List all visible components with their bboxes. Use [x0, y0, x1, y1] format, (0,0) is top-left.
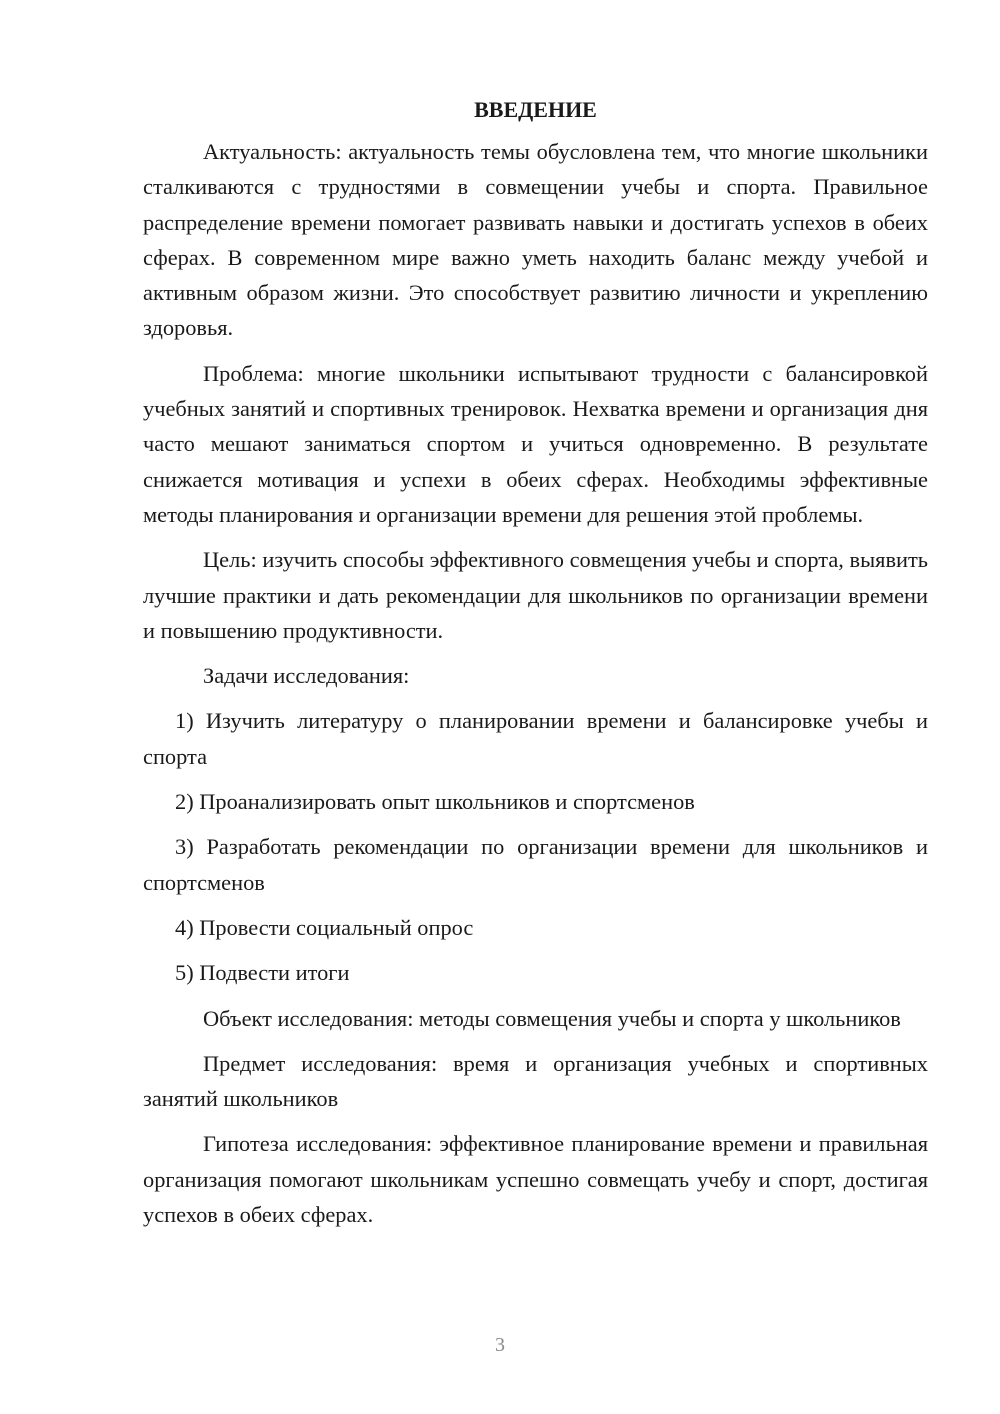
task-item-4: 4) Провести социальный опрос	[175, 914, 474, 940]
relevance-paragraph: Актуальность: актуальность темы обусловлена тем, что многие школьники сталкиваются с трудностями в совмещении учебы и спорта. Правильное распределение времени помогает развивать навыки и достигать успехов в обеих сферах. В современном мире важно уметь находить баланс между учебой и активным образом жизни. Это способствует развитию личности и укреплению здоровья.	[143, 139, 928, 341]
page-title: ВВЕДЕНИЕ	[474, 97, 597, 122]
task-item-5: 5) Подвести итоги	[175, 960, 350, 986]
hypothesis-paragraph: Гипотеза исследования: эффективное планирование времени и правильная организация помогают школьникам успешно совмещать учебу и спорт, достигая успехов в обеих сферах.	[143, 1131, 928, 1228]
task-item-1: 1) Изучить литературу о планировании времени и балансировке учебы и спорта	[143, 708, 928, 769]
task-item-3: 3) Разработать рекомендации по организации времени для школьников и спортсменов	[143, 834, 928, 895]
tasks-heading: Задачи исследования:	[203, 663, 410, 689]
goal-paragraph: Цель: изучить способы эффективного совмещения учебы и спорта, выявить лучшие практики и дать рекомендации для школьников по организации времени и повышению продуктивности.	[143, 547, 928, 643]
document-page	[143, 88, 928, 1242]
task-item-2: 2) Проанализировать опыт школьников и спортсменов	[175, 789, 695, 815]
object-paragraph: Объект исследования: методы совмещения учебы и спорта у школьников	[203, 1005, 901, 1031]
problem-paragraph: Проблема: многие школьники испытывают трудности с балансировкой учебных занятий и спортивных тренировок. Нехватка времени и организация дня часто мешают заниматься спортом и учиться одновременно. В результате снижается мотивация и успехи в обеих сферах. Необходимы эффективные методы планирования и организации времени для решения этой проблемы.	[143, 360, 928, 527]
subject-paragraph: Предмет исследования: время и организация учебных и спортивных занятий школьников	[143, 1050, 928, 1112]
page-number: 3	[495, 1334, 505, 1356]
